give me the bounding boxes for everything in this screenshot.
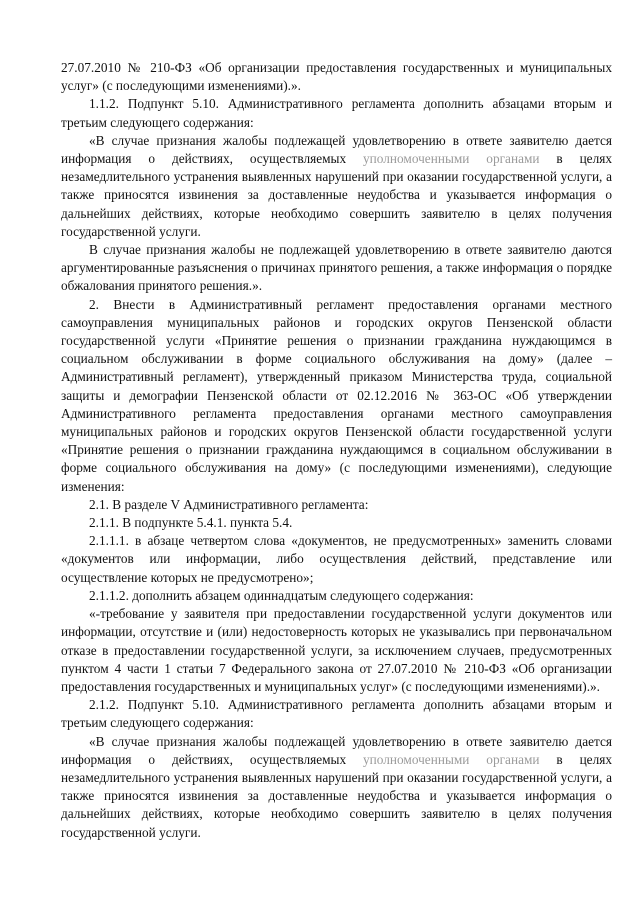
paragraph-6: 2.1. В разделе V Административного регламента:: [89, 496, 369, 512]
paragraph-12-faint-phrase: уполномоченными органами: [363, 751, 540, 767]
document-page: [61, 59, 612, 842]
paragraph-10: «-требование у заявителя при предоставлении государственной услуги документов или информации, отсутствие и (или) недостоверность которых не указывались при первоначальном отказе в предоставлении государственной услуги, за исключением случаев, предусмотренных пунктом 4 части 1 статьи 7 Федерального закона от 27.07.2010 № 210-ФЗ «Об организации предоставления государственных и муниципальных услуг» (с последующими изменениями).».: [61, 606, 612, 694]
paragraph-4: В случае признания жалобы не подлежащей удовлетворению в ответе заявителю даются аргументированные разъяснения о причинах принятого решения, а также информация о порядке обжалования принятого решения.».: [61, 242, 612, 294]
paragraph-5: 2. Внести в Административный регламент предоставления органами местного самоуправления муниципальных районов и городских округов Пензенской области государственной услуги «Принятие решения о признании гражданина нуждающимся в социальном обслуживании в форме социального обслуживания на дому» (далее – Административный регламент), утвержденный приказом Министерства труда, социальной защиты и демографии Пензенской области от 02.12.2016 № 363-ОС «Об утверждении Административного регламента предоставления органами местного самоуправления муниципальных районов и городских округов Пензенской области государственной услуги «Принятие решения о признании гражданина нуждающимся в социальном обслуживании в форме социального обслуживания на дому» (с последующими изменениями), следующие изменения:: [61, 296, 612, 494]
paragraph-3: [61, 132, 612, 241]
paragraph-12-part-1: «В случае признания жалобы подлежащей удовлетворению в ответе заявителю дается информация о действиях, осуществляемых: [61, 733, 612, 767]
paragraph-8: 2.1.1.1. в абзаце четвертом слова «документов, не предусмотренных» заменить словами «документов или информации, либо осуществления действий, представление или осуществление которых не предусмотрено»;: [61, 533, 612, 585]
paragraph-1: 27.07.2010 № 210-ФЗ «Об организации предоставления государственных и муниципальных услуг» (с последующими изменениями).».: [61, 60, 612, 94]
paragraph-9: 2.1.1.2. дополнить абзацем одиннадцатым следующего содержания:: [89, 587, 474, 603]
paragraph-12: [61, 733, 612, 842]
paragraph-7: 2.1.1. В подпункте 5.4.1. пункта 5.4.: [89, 515, 293, 531]
paragraph-3-faint-phrase: уполномоченными органами: [363, 151, 540, 167]
paragraph-11: 2.1.2. Подпункт 5.10. Административного регламента дополнить абзацами вторым и третьим следующего содержания:: [61, 697, 612, 731]
paragraph-3-part-3: в целях незамедлительного устранения выявленных нарушений при оказании государственной услуги, а также приносятся извинения за доставленные неудобства и указывается информация о дальнейших действиях, которые необходимо совершить заявителю в целях получения государственной услуги.: [61, 151, 612, 239]
paragraph-2: 1.1.2. Подпункт 5.10. Административного регламента дополнить абзацами вторым и третьим следующего содержания:: [61, 96, 612, 130]
paragraph-12-part-3: в целях незамедлительного устранения выявленных нарушений при оказании государственной услуги, а также приносятся извинения за доставленные неудобства и указывается информация о дальнейших действиях, которые необходимо совершить заявителю в целях получения государственной услуги.: [61, 751, 612, 840]
paragraph-3-part-1: «В случае признания жалобы подлежащей удовлетворению в ответе заявителю дается информация о действиях, осуществляемых: [61, 132, 612, 167]
